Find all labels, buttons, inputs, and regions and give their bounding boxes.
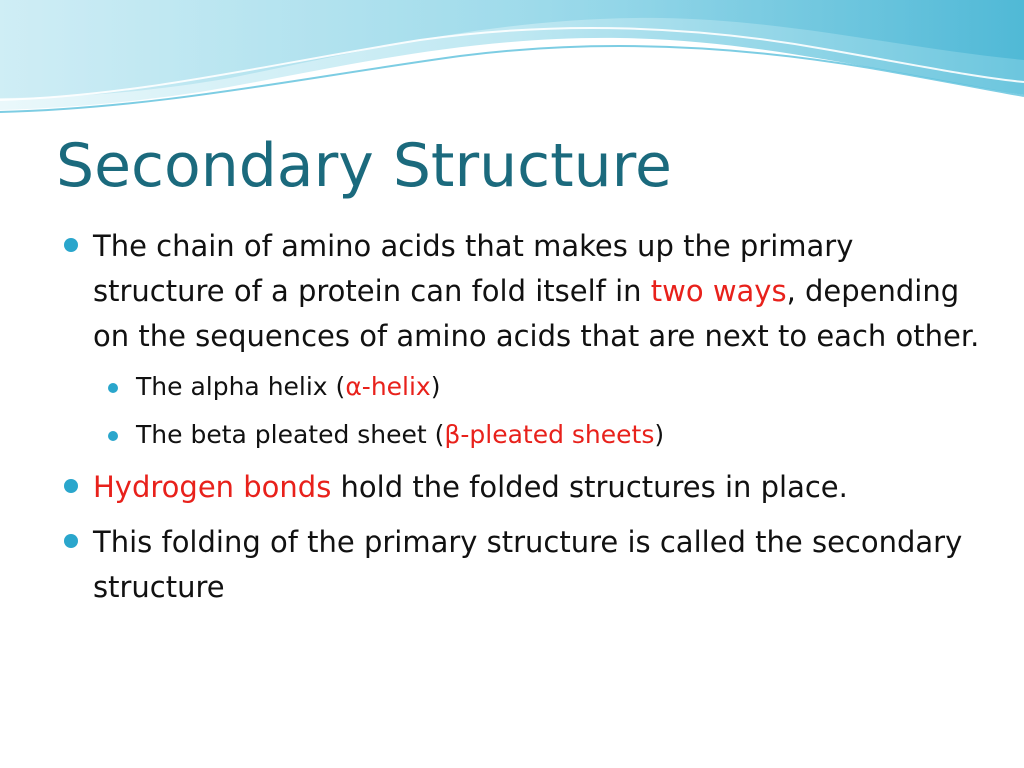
bullet-dot-icon bbox=[64, 534, 78, 548]
bullet-text: hold the folded structures in place. bbox=[331, 470, 848, 504]
bullet-item-secondary-structure bbox=[64, 520, 984, 610]
bullet-dot-icon bbox=[108, 383, 118, 393]
bullet-dot-icon bbox=[64, 238, 78, 252]
bullet-list bbox=[64, 224, 984, 610]
sub-bullet-text: The beta pleated sheet ( bbox=[136, 420, 445, 449]
sub-bullet-text: The alpha helix ( bbox=[136, 372, 346, 401]
bullet-text: , depending on the sequences of amino acids that are next to each other. bbox=[93, 274, 980, 353]
bullet-dot-icon bbox=[108, 431, 118, 441]
slide-title: Secondary Structure bbox=[56, 131, 672, 201]
highlight-two-ways: two ways bbox=[650, 274, 787, 308]
highlight-hydrogen-bonds: Hydrogen bonds bbox=[93, 470, 332, 504]
bullet-item-folding bbox=[64, 224, 984, 359]
highlight-beta-sheets: β-pleated sheets bbox=[444, 420, 655, 449]
sub-bullet-alpha-helix bbox=[64, 367, 984, 407]
wave-banner-decoration bbox=[0, 0, 1024, 130]
bullet-text: The chain of amino acids that makes up the primary structure of a protein can fold itself in bbox=[93, 229, 854, 308]
highlight-alpha-helix: α-helix bbox=[345, 372, 431, 401]
bullet-text: This folding of the primary structure is called the secondary structure bbox=[93, 525, 963, 604]
sub-bullet-text: ) bbox=[430, 372, 441, 401]
sub-bullet-beta-sheet bbox=[64, 415, 984, 455]
sub-bullet-text: ) bbox=[654, 420, 665, 449]
bullet-dot-icon bbox=[64, 479, 78, 493]
bullet-item-hydrogen-bonds bbox=[64, 465, 984, 510]
